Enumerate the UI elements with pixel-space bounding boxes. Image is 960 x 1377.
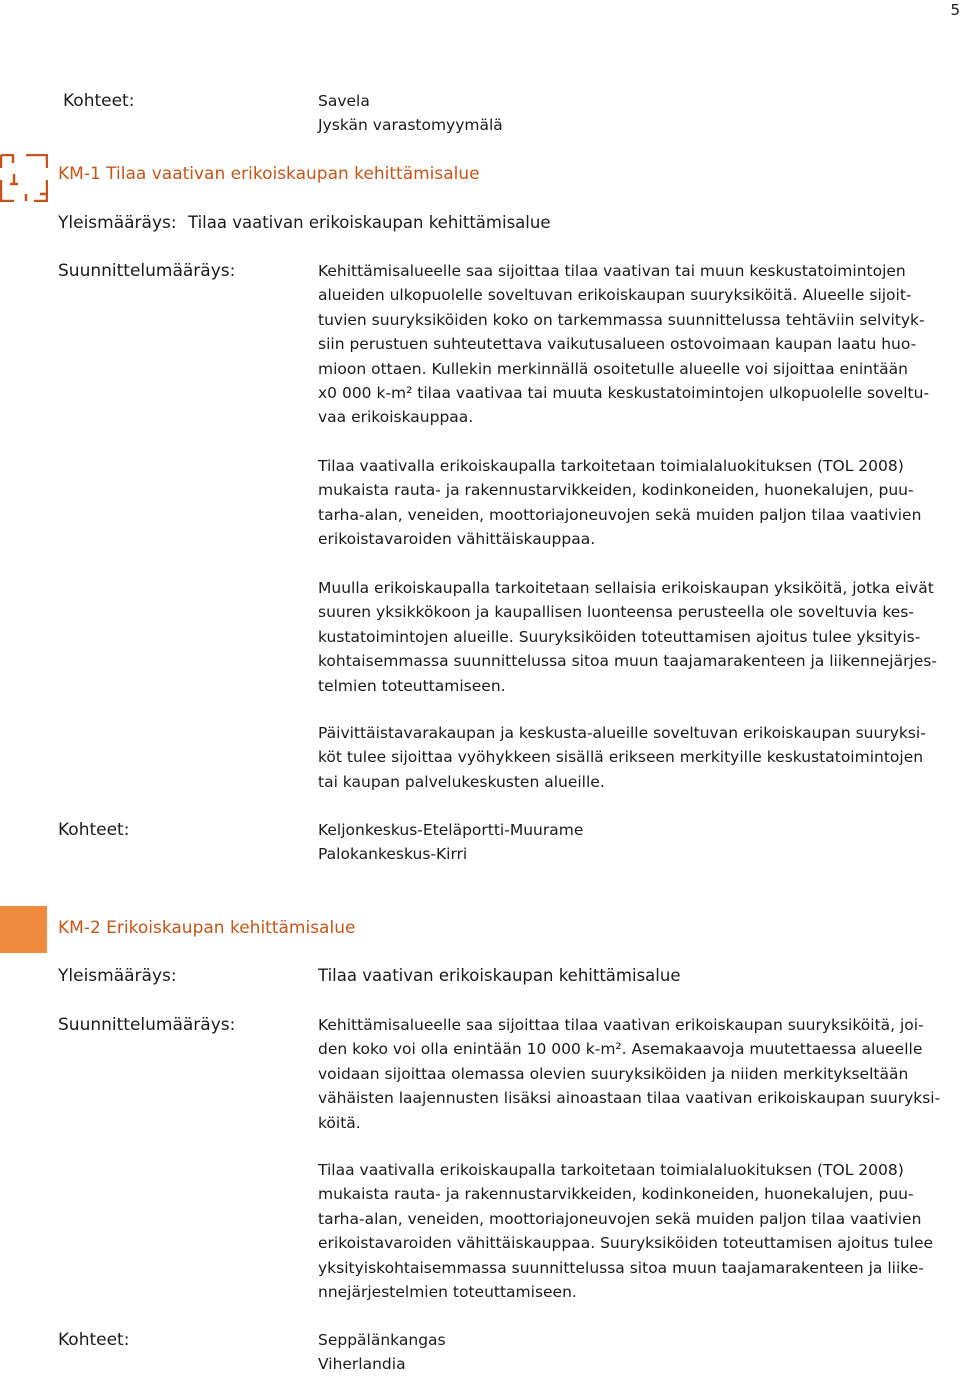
kohteet-label: Kohteet:: [58, 1330, 130, 1350]
paragraph: [318, 454, 960, 552]
km1-heading: KM-1 Tilaa vaativan erikoiskaupan kehittämisalue: [58, 164, 480, 184]
paragraph: [318, 576, 960, 698]
kohteet-item: Palokankeskus-Kirri: [318, 845, 468, 864]
paragraph: [318, 259, 960, 430]
text-line: x0 000 k-m² tilaa vaativaa tai muuta keskustatoimintojen ulkopuolelle soveltu-: [318, 384, 930, 403]
text-line: Päivittäistavarakaupan ja keskusta-alueille soveltuvan erikoiskaupan suuryksi-: [318, 724, 926, 742]
text-line: suuren yksikkökoon ja kaupallisen luonteensa perusteella ole soveltuvia kes-: [318, 603, 914, 622]
kohteet-list: [318, 818, 583, 867]
paragraph: [318, 1158, 960, 1304]
yleismaarays-value: Tilaa vaativan erikoiskaupan kehittämisalue: [318, 966, 681, 985]
km2-heading: KM-2 Erikoiskaupan kehittämisalue: [58, 918, 356, 938]
text-line: mukaista rauta- ja rakennustarvikkeiden, kodinkoneiden, huonekalujen, puu-: [318, 1185, 914, 1204]
kohteet-list: [318, 89, 503, 138]
text-line: erikoistavaroiden vähittäiskauppaa. Suuryksiköiden toteuttamisen ajoitus tulee: [318, 1234, 934, 1253]
text-line: tarha-alan, veneiden, moottoriajoneuvojen sekä muiden paljon tilaa vaativien: [318, 505, 922, 524]
text-line: Tilaa vaativalla erikoiskaupalla tarkoitetaan toimialaluokituksen (TOL 2008): [318, 457, 904, 475]
kohteet-label: Kohteet:: [58, 820, 130, 840]
text-line: den koko voi olla enintään 10 000 k-m². Asemakaavoja muutettaessa alueelle: [318, 1040, 923, 1059]
yleismaarays-value: Tilaa vaativan erikoiskaupan kehittämisalue: [188, 213, 551, 232]
text-line: Kehittämisalueelle saa sijoittaa tilaa vaativan erikoiskaupan suuryksiköitä, joi-: [318, 1016, 924, 1034]
text-line: köitä.: [318, 1113, 361, 1132]
kohteet-list: [318, 1328, 446, 1377]
text-line: Tilaa vaativalla erikoiskaupalla tarkoitetaan toimialaluokituksen (TOL 2008): [318, 1161, 904, 1179]
text-line: vähäisten laajennusten lisäksi ainoastaan tilaa vaativan erikoiskaupan suuryksi-: [318, 1089, 941, 1108]
suunnittelumaarays-label: Suunnittelumääräys:: [58, 1015, 236, 1035]
text-line: mukaista rauta- ja rakennustarvikkeiden, kodinkoneiden, huonekalujen, puu-: [318, 481, 914, 500]
text-line: Kehittämisalueelle saa sijoittaa tilaa vaativan tai muun keskustatoimintojen: [318, 262, 906, 280]
text-line: nnejärjestelmien toteuttamiseen.: [318, 1283, 577, 1302]
kohteet-label: Kohteet:: [63, 91, 135, 111]
text-line: kohtaisemmassa suunnittelussa sitoa muun taajamarakenteen ja liikennejärjes-: [318, 652, 937, 671]
text-line: yksityiskohtaisemmassa suunnittelussa sitoa muun taajamarakenteen ja liike-: [318, 1258, 924, 1277]
text-line: mioon ottaen. Kullekin merkinnällä osoitetulle alueelle voi sijoittaa enintään: [318, 359, 908, 378]
text-line: tuvien suuryksiköiden koko on tarkemmassa suunnittelussa tehtäviin selvityk-: [318, 310, 925, 329]
yleismaarays-label: Yleismääräys:: [58, 966, 177, 986]
kohteet-item: Savela: [318, 92, 370, 110]
text-line: erikoistavaroiden vähittäiskauppaa.: [318, 530, 596, 549]
kohteet-item: Keljonkeskus-Eteläportti-Muurame: [318, 821, 584, 839]
text-line: tarha-alan, veneiden, moottoriajoneuvojen sekä muiden paljon tilaa vaativien: [318, 1209, 922, 1228]
text-line: kustatoimintojen alueille. Suuryksiköiden toteuttamisen ajoitus tulee yksityis-: [318, 627, 921, 646]
text-line: alueiden ulkopuolelle soveltuvan erikoiskaupan suuryksiköitä. Alueelle sijoit-: [318, 286, 912, 305]
solid-orange-square-icon: [0, 906, 47, 953]
text-line: vaa erikoiskauppaa.: [318, 408, 474, 427]
text-line: siin perustuen suhteutettava vaikutusalueen ostovoimaan kaupan laatu huo-: [318, 335, 917, 354]
paragraph: [318, 1013, 960, 1135]
dashed-orange-square-icon: [0, 154, 48, 202]
text-line: telmien toteuttamiseen.: [318, 676, 506, 695]
paragraph: [318, 721, 960, 794]
text-line: voidaan sijoittaa olemassa olevien suuryksiköiden ja niiden merkitykseltään: [318, 1064, 909, 1083]
kohteet-item: Viherlandia: [318, 1355, 406, 1374]
text-line: Muulla erikoiskaupalla tarkoitetaan sellaisia erikoiskaupan yksiköitä, jotka eivät: [318, 579, 934, 597]
kohteet-item: Jyskän varastomyymälä: [318, 116, 503, 135]
suunnittelumaarays-label: Suunnittelumääräys:: [58, 261, 236, 281]
text-line: tai kaupan palvelukeskusten alueille.: [318, 772, 605, 791]
page-number: 5: [950, 1, 960, 19]
text-line: köt tulee sijoittaa vyöhykkeen sisällä erikseen merkityille keskustatoimintojen: [318, 748, 924, 767]
yleismaarays-label: Yleismääräys:: [58, 213, 177, 233]
kohteet-item: Seppälänkangas: [318, 1331, 446, 1349]
